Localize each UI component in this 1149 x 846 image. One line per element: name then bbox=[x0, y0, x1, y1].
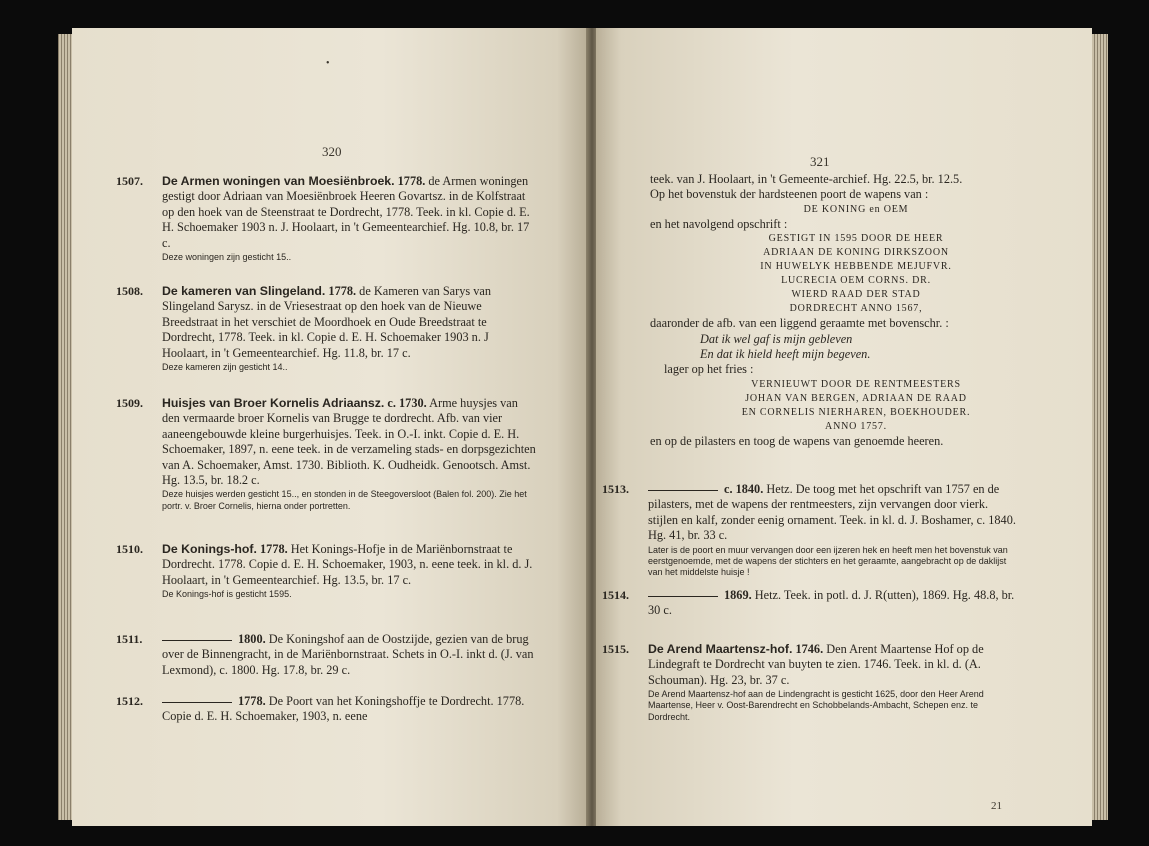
skeleton-description: daaronder de afb. van een liggend geraamte met bovenschr. : bbox=[650, 316, 949, 331]
entry-description: de Kameren van Sarys van Slingeland Sarysz. in de Vriesestraat op den hoek van de Nieuwe Breedstraat in het verschiet de Moordhoek en Oude Breedstraat te Dordrecht, 1778. Teek. in kl. Copie d. E. H. Schoemaker 1903 n. J Hoolaart, in 't Gemeentearchief. Hg. 11.8, br. 17 c. bbox=[162, 284, 491, 360]
entry-year: c. 1730. bbox=[387, 396, 427, 410]
entry-description: De Koningshof aan de Oostzijde, gezien van de brug over de Binnengracht, in de Mariënbornstraat. Schets in O.-I. inkt d. (J. van Lexmond), c. 1800. Hg. 17.8, br. 29 c. bbox=[162, 632, 534, 677]
catalog-entry bbox=[116, 542, 536, 600]
inscription-line: GESTIGT IN 1595 DOOR DE HEER bbox=[768, 233, 944, 245]
verse-line-2: En dat ik hield heeft mijn begeven. bbox=[700, 347, 871, 362]
entry-year: 1778. bbox=[260, 542, 288, 556]
entry-year: 1746. bbox=[795, 642, 824, 656]
entry-year: 1869. bbox=[724, 588, 752, 602]
frieze-intro: lager op het fries : bbox=[664, 362, 754, 377]
pilasters-text: en op de pilasters en toog de wapens van genoemde heeren. bbox=[650, 433, 944, 448]
inscription-intro: Op het bovenstuk der hardsteenen poort de wapens van : bbox=[650, 187, 929, 202]
entry-year: c. 1840. bbox=[724, 482, 764, 496]
entry-number: 1507. bbox=[116, 174, 143, 188]
inscription-line: EN CORNELIS NIERHAREN, BOEKHOUDER. bbox=[741, 406, 971, 418]
entry-description: De Poort van het Koningshoffje te Dordrecht. 1778. Copie d. E. H. Schoemaker, 1903, n. eene bbox=[162, 694, 525, 724]
entry-description: Het Konings-Hofje in de Mariënbornstraat te Dordrecht. 1778. Copie d. E. H. Schoemaker, 1903, n. eene teek. in kl. d. J. Hoolaart, in 't Gemeentearchief. Hg. 13.5, br. 17 c. bbox=[162, 542, 533, 587]
entry-number: 1515. bbox=[602, 642, 629, 656]
verse-line-1: Dat ik wel gaf is mijn gebleven bbox=[700, 331, 853, 346]
entry-number: 1511. bbox=[116, 632, 143, 646]
ditto-dash bbox=[648, 490, 718, 491]
entry-number: 1510. bbox=[116, 542, 143, 556]
entry-title: Huisjes van Broer Kornelis Adriaansz. bbox=[162, 396, 385, 410]
inscription-line: ADRIAAN DE KONING DIRKSZOON bbox=[763, 247, 949, 259]
entry-title: De Armen woningen van Moesiënbroek. bbox=[162, 174, 395, 188]
entry-title: De kameren van Slingeland. bbox=[162, 284, 326, 298]
catalog-entry bbox=[602, 482, 1020, 578]
entry-description: Hetz. De toog met het opschrift van 1757 en de pilasters, met de wapens der rentmeesters, zijn vervangen door vierk. stijlen en kalf, zonder eenig ornament. Teek. in kl. d. J. Boshamer, c. 1840. Hg. 41, br. 33 c. bbox=[648, 482, 1016, 543]
catalog-entry bbox=[116, 694, 536, 725]
entry-number: 1508. bbox=[116, 284, 143, 298]
page-number-right: 321 bbox=[810, 154, 830, 169]
entry-year: 1778. bbox=[397, 174, 426, 188]
page-number-left: 320 bbox=[322, 144, 342, 159]
inscription-block-1 bbox=[650, 232, 1062, 316]
catalog-entry bbox=[116, 284, 536, 373]
inscription-line: ANNO 1757. bbox=[825, 420, 887, 432]
entry-number: 1512. bbox=[116, 694, 143, 708]
catalog-entry bbox=[602, 588, 1020, 619]
signature-mark: 21 bbox=[991, 800, 1002, 812]
entry-number: 1509. bbox=[116, 396, 143, 410]
ditto-dash bbox=[648, 596, 718, 597]
page-edges-left bbox=[58, 34, 72, 820]
right-page bbox=[596, 28, 1092, 826]
entry-note: De Konings-hof is gesticht 1595. bbox=[162, 589, 292, 600]
entry-description: de Armen woningen gestigt door Adriaan van Moesiënbroek Heeren Govartsz. in de Kolfstraat op den hoek van de Steenstraat te Dordrecht, 1778. Teek. in kl. Copie d. E. H. Schoemaker 1903 n. J. Hoolaart, in 't Gemeentearchief. Hg. 10.8, br. 17 c. bbox=[162, 174, 530, 250]
entry-description: Den Arent Maartense Hof op de Lindegraft te Dordrecht van buyten te zien. 1746. Teek. in kl. d. (A. Schouman). Hg. 23, br. 37 c. bbox=[648, 642, 984, 687]
entry-year: 1778. bbox=[328, 284, 357, 298]
continuation-text: teek. van J. Hoolaart, in 't Gemeente-archief. Hg. 22.5, br. 12.5. bbox=[650, 172, 963, 186]
entry-number: 1514. bbox=[602, 588, 629, 602]
entry-note: De Arend Maartensz-hof aan de Lindengracht is gesticht 1625, door den Heer Arend Maartense, Heer v. Oost-Barendrecht en Schobbelands-Ambacht, Schepen enz. te Dordrecht. bbox=[648, 689, 984, 722]
entry-year: 1800. bbox=[238, 632, 266, 646]
inscription-block-2 bbox=[650, 378, 1062, 434]
entry-year: 1778. bbox=[238, 694, 266, 708]
inscription-line: WIERD RAAD DER STAD bbox=[791, 289, 921, 301]
right-continuation bbox=[650, 172, 1062, 449]
entry-note: Deze huisjes werden gesticht 15.., en stonden in de Steegoversloot (Balen fol. 200). Zie het portr. v. Broer Cornelis, hierna onder portretten. bbox=[162, 489, 527, 511]
entry-note: Deze kameren zijn gesticht 14.. bbox=[162, 362, 288, 373]
ditto-dash bbox=[162, 640, 232, 641]
ditto-dash bbox=[162, 702, 232, 703]
open-book bbox=[58, 28, 1108, 826]
entry-number: 1513. bbox=[602, 482, 629, 496]
inscription-line: LUCRECIA OEM CORNS. DR. bbox=[781, 275, 931, 287]
top-dot-mark: • bbox=[326, 58, 330, 69]
entry-title: De Konings-hof. bbox=[162, 542, 257, 556]
entry-description: Arme huysjes van den vermaarde broer Kornelis van Brugge te dordrecht. Afb. van vier aaneengebouwde kleine burgerhuisjes. Teek. in O.-I. inkt. Copie d. E. H. Schoemaker, 1897, n. eene teek. in de verzameling stads- en dorpsgezichten van A. Schoemaker, Amst. 1730. Biblioth. K. Oudheidk. Genootsch. Amst. Hg. 13.5, br. 18.2 c. bbox=[162, 396, 536, 488]
catalog-entry bbox=[116, 174, 536, 263]
catalog-entry bbox=[116, 396, 536, 512]
inscription-line: JOHAN VAN BERGEN, ADRIAAN DE RAAD bbox=[745, 392, 967, 404]
left-page bbox=[72, 28, 588, 826]
catalog-entry bbox=[602, 642, 1020, 723]
inscription-line: IN HUWELYK HEBBENDE MEJUFVR. bbox=[760, 261, 952, 273]
entry-description: Hetz. Teek. in potl. d. J. R(utten), 1869. Hg. 48.8, br. 30 c. bbox=[648, 588, 1015, 618]
inscription-line: VERNIEUWT DOOR DE RENTMEESTERS bbox=[751, 378, 961, 390]
inscription-intro-2: en het navolgend opschrift : bbox=[650, 216, 788, 231]
entry-note: Later is de poort en muur vervangen door een ijzeren hek en heeft men het bovenstuk van eerstgenoemde, met de wapens der stichters en het geraamte, aangebracht op de daklijst van het middelste huisje ! bbox=[648, 544, 1008, 578]
catalog-entry bbox=[116, 632, 536, 678]
entry-note: Deze woningen zijn gesticht 15.. bbox=[162, 252, 292, 263]
entry-title: De Arend Maartensz-hof. bbox=[648, 642, 793, 656]
page-edges-right bbox=[1092, 34, 1108, 820]
inscription-line: DORDRECHT ANNO 1567, bbox=[789, 303, 923, 315]
coat-of-arms-names: DE KONING en OEM bbox=[803, 203, 909, 215]
